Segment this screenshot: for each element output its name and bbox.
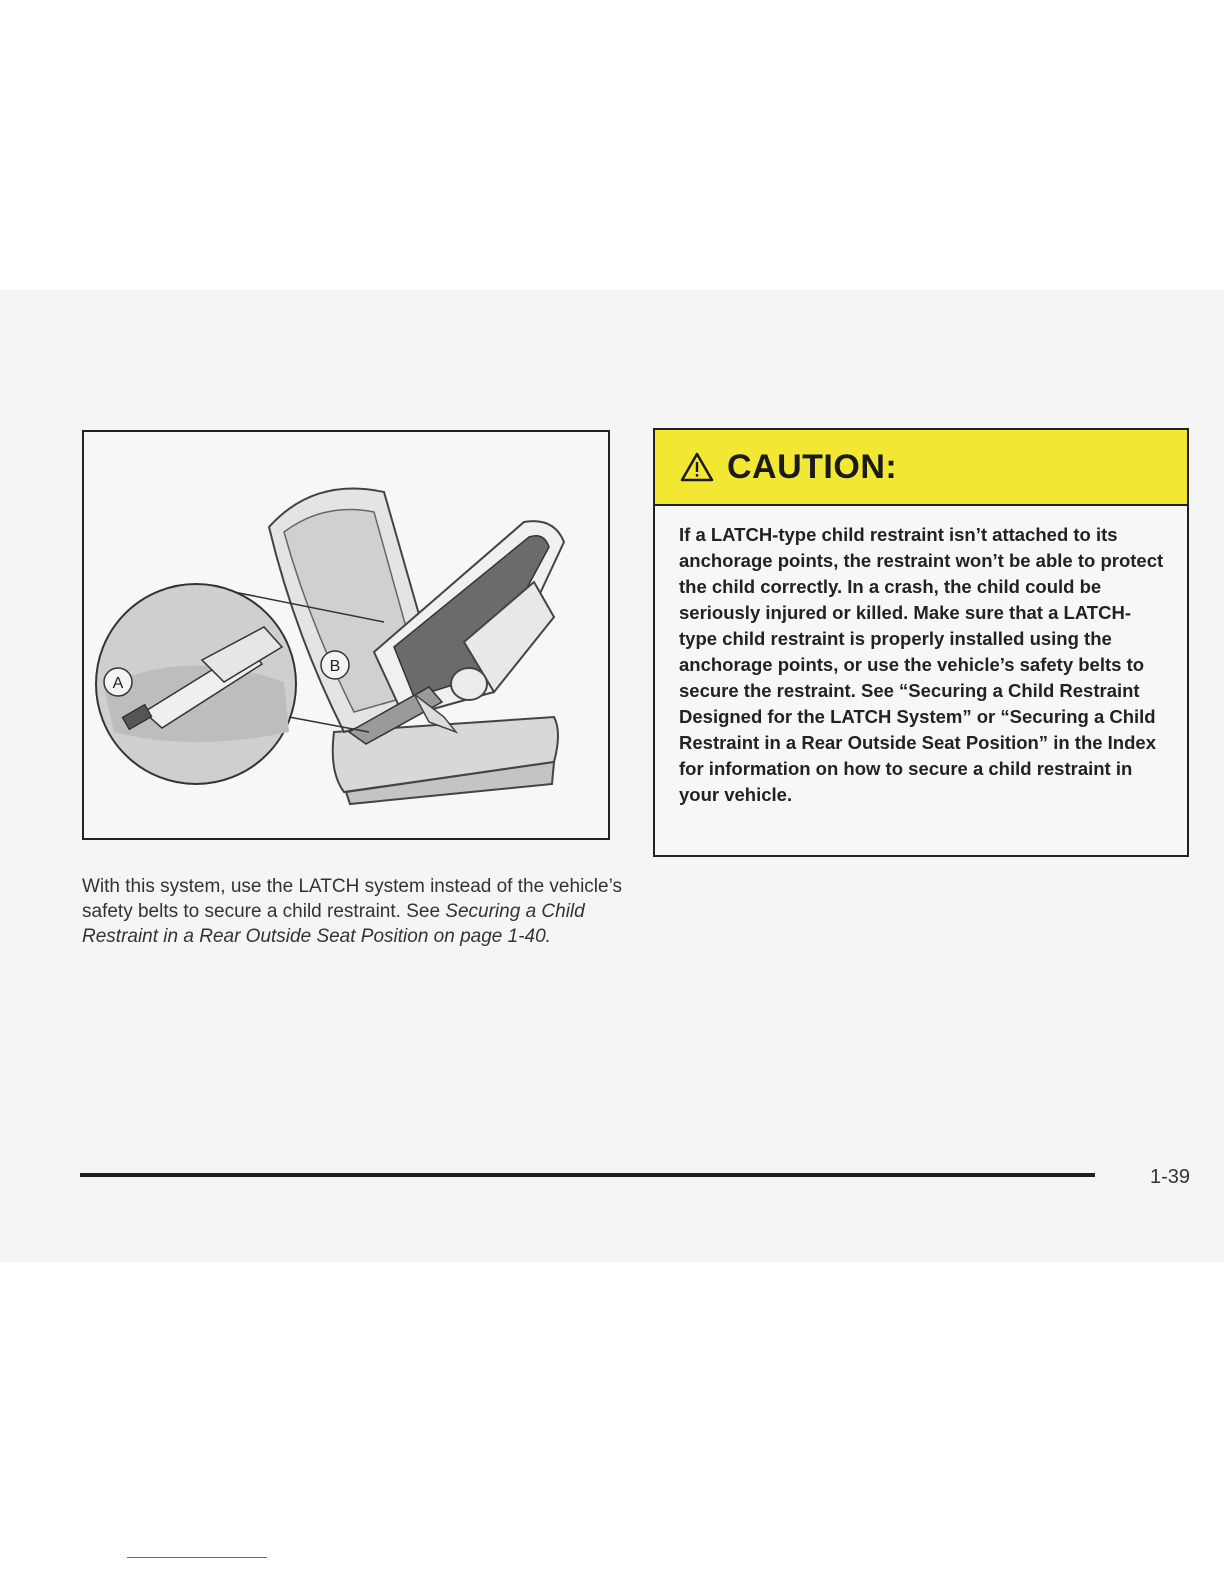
child-seat-illustration (82, 430, 610, 840)
divider-line (127, 1557, 267, 1558)
footer-rule (80, 1173, 1095, 1177)
caption-reference: Securing a Child Restraint in a Rear Outside Seat Position on page 1-40. (82, 901, 585, 947)
callout-a-label: A (112, 675, 124, 692)
warning-triangle-icon (679, 451, 715, 483)
callout-b-label: B (329, 658, 341, 675)
caution-box (653, 428, 1189, 857)
page-number: 1-39 (1150, 1166, 1191, 1188)
caution-header (655, 430, 1187, 506)
caution-text: If a LATCH-type child restraint isn’t attached to its anchorage points, the restraint won’t be able to protect the child correctly. In a crash, the child could be seriously injured or killed. Make sure that a LATCH-type child restraint is properly installed using the anchorage points, or use the vehicle’s safety belts to secure the restraint. See “Securing a Child Restraint Designed for the LATCH System” or “Securing a Child Restraint in a Rear Outside Seat Position” in the Index for information on how to secure a child restraint in your vehicle. (679, 524, 1164, 805)
figure-caption (82, 874, 622, 949)
latch-anchor-illustration (84, 432, 608, 838)
caution-title: CAUTION: (727, 447, 898, 486)
caption-text: With this system, use the LATCH system instead of the vehicle’s safety belts to secure a child restraint. See (82, 876, 622, 922)
